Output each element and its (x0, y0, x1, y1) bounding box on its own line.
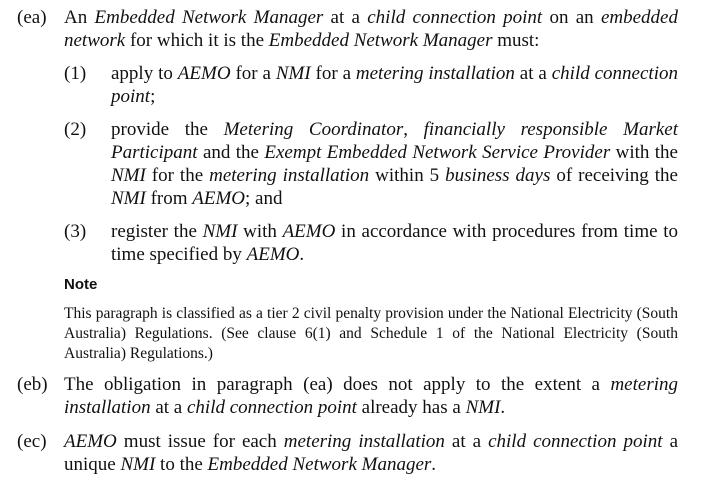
text-run: at a (150, 397, 187, 418)
text-run: must: (492, 30, 540, 51)
defined-term: AEMO (177, 63, 231, 84)
defined-term: Embedded Network Manager (94, 7, 324, 28)
defined-term: child connection point (488, 431, 663, 452)
text-run: on an (542, 7, 601, 28)
defined-term: business days (445, 165, 551, 186)
text-run: already has a (356, 397, 466, 418)
text-run: of receiving the (550, 165, 678, 186)
clause-eb-text (64, 373, 678, 419)
defined-term: NMI (111, 165, 146, 186)
text-run: to the (155, 454, 208, 475)
text-run: . (299, 244, 305, 265)
subclause-1-text (111, 62, 678, 108)
text-run: from (145, 188, 193, 209)
clause-ec-label: (ec) (17, 431, 47, 452)
text-run: for a (230, 63, 276, 84)
defined-term: AEMO (246, 244, 300, 265)
clause-ea-label: (ea) (17, 7, 47, 28)
defined-term: NMI (111, 188, 146, 209)
text-run: and the (197, 142, 265, 163)
defined-term: Embedded Network Manager (268, 30, 493, 51)
clause-eb-label: (eb) (17, 374, 48, 395)
defined-term: AEMO (64, 431, 117, 452)
text-run: apply to (111, 63, 178, 84)
text-run: for a (310, 63, 356, 84)
text-run: with (237, 221, 283, 242)
defined-term: embedded network (64, 7, 678, 51)
text-run: with the (610, 142, 678, 163)
defined-term: AEMO (192, 188, 246, 209)
defined-term: NMI (275, 63, 311, 84)
text-run: at a (514, 63, 552, 84)
defined-term: metering installation (283, 431, 445, 452)
subclause-2-text (111, 118, 678, 210)
text-run: . (500, 397, 506, 418)
text-run: at a (323, 7, 368, 28)
defined-term: metering installation (355, 63, 515, 84)
subclause-2-label: (2) (64, 119, 87, 140)
defined-term: NMI (465, 397, 501, 418)
text-run: for which it is the (125, 30, 269, 51)
clause-ea-text (64, 6, 678, 52)
text-run: in accordance with procedures from time to time specified by (111, 221, 679, 265)
text-run: An (64, 7, 95, 28)
text-run: ; and (245, 188, 283, 209)
text-run: The obligation in paragraph (ea) does not apply to the extent a (64, 374, 611, 395)
defined-term: NMI (202, 221, 238, 242)
text-run: ; (150, 86, 156, 107)
text-run: within 5 (369, 165, 446, 186)
defined-term: metering installation (209, 165, 370, 186)
subclause-3-text (111, 220, 678, 266)
text-run: at a (444, 431, 489, 452)
defined-term: financially responsible Market Participant (111, 119, 678, 163)
subclause-3-label: (3) (64, 221, 87, 242)
defined-term: child connection point (186, 397, 357, 418)
text-run: , (403, 119, 424, 140)
note-heading: Note (64, 276, 98, 293)
defined-term: child connection point (367, 7, 543, 28)
text-run: must issue for each (116, 431, 284, 452)
text-run: register the (111, 221, 203, 242)
clause-ec-text (64, 430, 678, 476)
defined-term: Exempt Embedded Network Service Provider (264, 142, 611, 163)
defined-term: child connection point (111, 63, 678, 107)
note-text: This paragraph is classified as a tier 2 civil penalty provision under the National Electricity (South Australia) Regulations. (See clause 6(1) and Schedule 1 of the National Electricity (South Australia) Regulations.) (64, 305, 678, 362)
subclause-1-label: (1) (64, 63, 87, 84)
defined-term: Embedded Network Manager (207, 454, 432, 475)
text-run: for the (145, 165, 210, 186)
text-run: provide the (111, 119, 224, 140)
text-run: a unique (64, 431, 678, 475)
text-run: . (431, 454, 437, 475)
defined-term: metering installation (64, 374, 678, 418)
defined-term: NMI (120, 454, 156, 475)
defined-term: Metering Coordinator (223, 119, 404, 140)
defined-term: AEMO (282, 221, 336, 242)
